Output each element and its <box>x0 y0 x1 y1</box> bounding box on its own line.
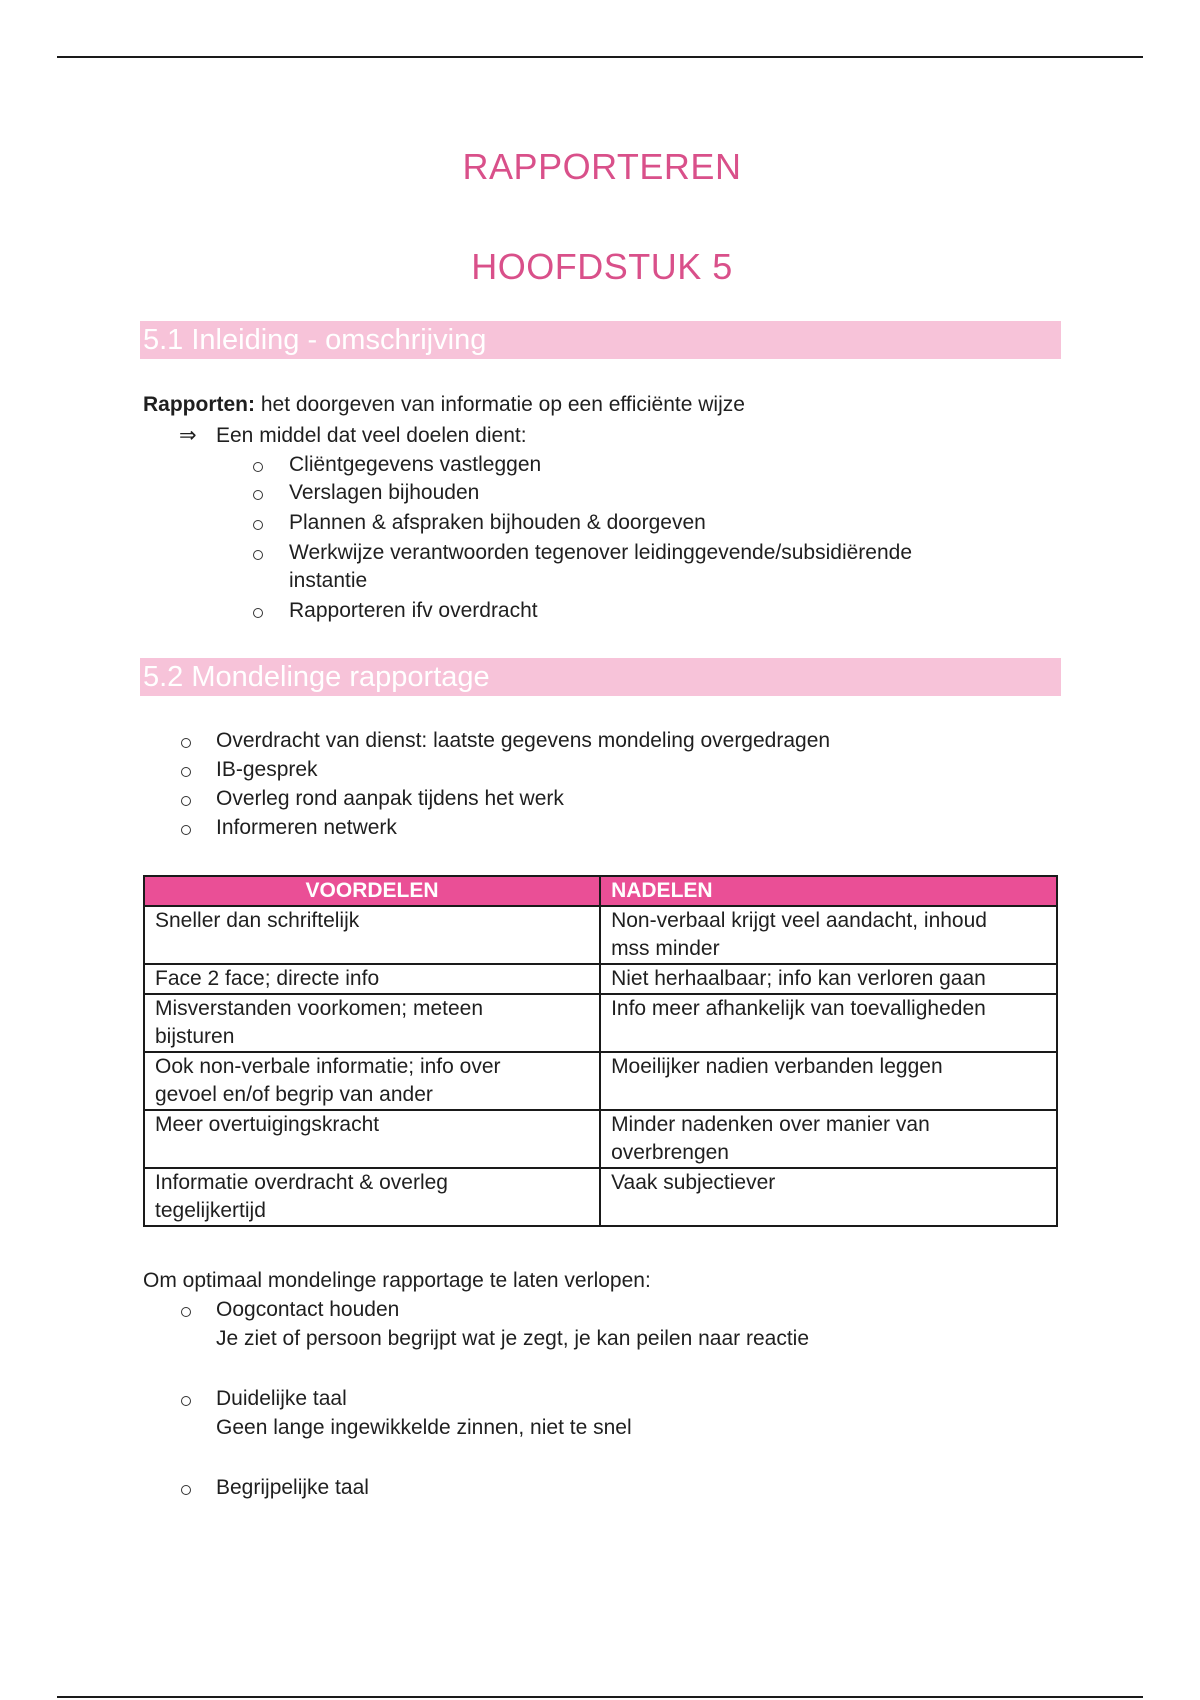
cell-line: tegelijkertijd <box>155 1199 266 1222</box>
section-heading-mondelinge-rapportage: 5.2 Mondelinge rapportage <box>140 658 1061 696</box>
circle-bullet-icon <box>181 1485 191 1495</box>
table-cell <box>600 1052 1057 1110</box>
document-title: RAPPORTEREN <box>462 146 742 187</box>
cell-line: Minder nadenken over manier van <box>611 1113 930 1136</box>
circle-bullet-icon <box>253 490 263 500</box>
column-header-nadelen: NADELEN <box>600 876 1057 906</box>
section-heading-inleiding: 5.1 Inleiding - omschrijving <box>140 321 1061 359</box>
tip-detail: Je ziet of persoon begrijpt wat je zegt, je kan peilen naar reactie <box>216 1327 810 1350</box>
cell-line: Niet herhaalbaar; info kan verloren gaan <box>611 967 986 990</box>
circle-bullet-icon <box>181 767 191 777</box>
implies-arrow-icon: ⇒ <box>179 424 197 447</box>
table-cell <box>144 906 600 964</box>
cell-line: Meer overtuigingskracht <box>155 1113 380 1136</box>
circle-bullet-icon <box>181 1396 191 1406</box>
cell-line: Face 2 face; directe info <box>155 967 380 990</box>
cell-line: Vaak subjectiever <box>611 1171 776 1194</box>
definition-text: het doorgeven van informatie op een efficiënte wijze <box>255 393 745 416</box>
goal-item: Plannen & afspraken bijhouden & doorgeven <box>289 511 706 534</box>
circle-bullet-icon <box>181 825 191 835</box>
cell-line: Non-verbaal krijgt veel aandacht, inhoud <box>611 909 987 932</box>
table-cell <box>600 1110 1057 1168</box>
cell-line: overbrengen <box>611 1141 729 1164</box>
table-cell <box>144 964 600 994</box>
definition-line <box>143 391 745 419</box>
table-header-row <box>144 876 1057 906</box>
table-row <box>144 994 1057 1052</box>
cell-line: Misverstanden voorkomen; meteen <box>155 997 483 1020</box>
tips-intro: Om optimaal mondelinge rapportage te laten verlopen: <box>143 1269 651 1292</box>
table-cell <box>144 994 600 1052</box>
tip-detail: Geen lange ingewikkelde zinnen, niet te snel <box>216 1416 632 1439</box>
oral-item: Informeren netwerk <box>216 816 397 839</box>
definition-term: Rapporten: <box>143 393 255 416</box>
cell-line: bijsturen <box>155 1025 235 1048</box>
cell-line: Ook non-verbale informatie; info over <box>155 1055 501 1078</box>
circle-bullet-icon <box>181 738 191 748</box>
cell-line: mss minder <box>611 937 720 960</box>
table-row <box>144 906 1057 964</box>
cell-line: Sneller dan schriftelijk <box>155 909 360 932</box>
table-row <box>144 1168 1057 1226</box>
table-cell <box>144 1052 600 1110</box>
table-cell <box>600 906 1057 964</box>
goal-item: Rapporteren ifv overdracht <box>289 599 538 622</box>
table-cell <box>600 994 1057 1052</box>
chapter-title: HOOFDSTUK 5 <box>471 246 733 287</box>
cell-line: Informatie overdracht & overleg <box>155 1171 448 1194</box>
circle-bullet-icon <box>253 550 263 560</box>
tip-title: Oogcontact houden <box>216 1298 400 1321</box>
table-row <box>144 1052 1057 1110</box>
top-rule <box>57 56 1143 58</box>
cell-line: Info meer afhankelijk van toevalligheden <box>611 997 986 1020</box>
arrow-text: Een middel dat veel doelen dient: <box>216 424 527 447</box>
oral-item: IB-gesprek <box>216 758 318 781</box>
pros-cons-table <box>143 875 1058 1227</box>
goal-item: Verslagen bijhouden <box>289 481 480 504</box>
tip-title: Duidelijke taal <box>216 1387 347 1410</box>
table-cell <box>600 964 1057 994</box>
goal-item: Cliëntgegevens vastleggen <box>289 453 542 476</box>
cell-line: Moeilijker nadien verbanden leggen <box>611 1055 943 1078</box>
circle-bullet-icon <box>181 796 191 806</box>
circle-bullet-icon <box>253 608 263 618</box>
cell-line: gevoel en/of begrip van ander <box>155 1083 433 1106</box>
table-cell <box>144 1110 600 1168</box>
oral-item: Overleg rond aanpak tijdens het werk <box>216 787 564 810</box>
column-header-voordelen: VOORDELEN <box>144 876 600 906</box>
goal-item-continuation: instantie <box>289 569 368 592</box>
table-row <box>144 964 1057 994</box>
circle-bullet-icon <box>253 520 263 530</box>
table-cell <box>144 1168 600 1226</box>
goal-item: Werkwijze verantwoorden tegenover leidinggevende/subsidiërende <box>289 541 912 564</box>
circle-bullet-icon <box>181 1307 191 1317</box>
circle-bullet-icon <box>253 462 263 472</box>
table-cell <box>600 1168 1057 1226</box>
oral-item: Overdracht van dienst: laatste gegevens mondeling overgedragen <box>216 729 831 752</box>
table-row <box>144 1110 1057 1168</box>
tip-title: Begrijpelijke taal <box>216 1476 369 1499</box>
bottom-rule <box>57 1696 1143 1698</box>
